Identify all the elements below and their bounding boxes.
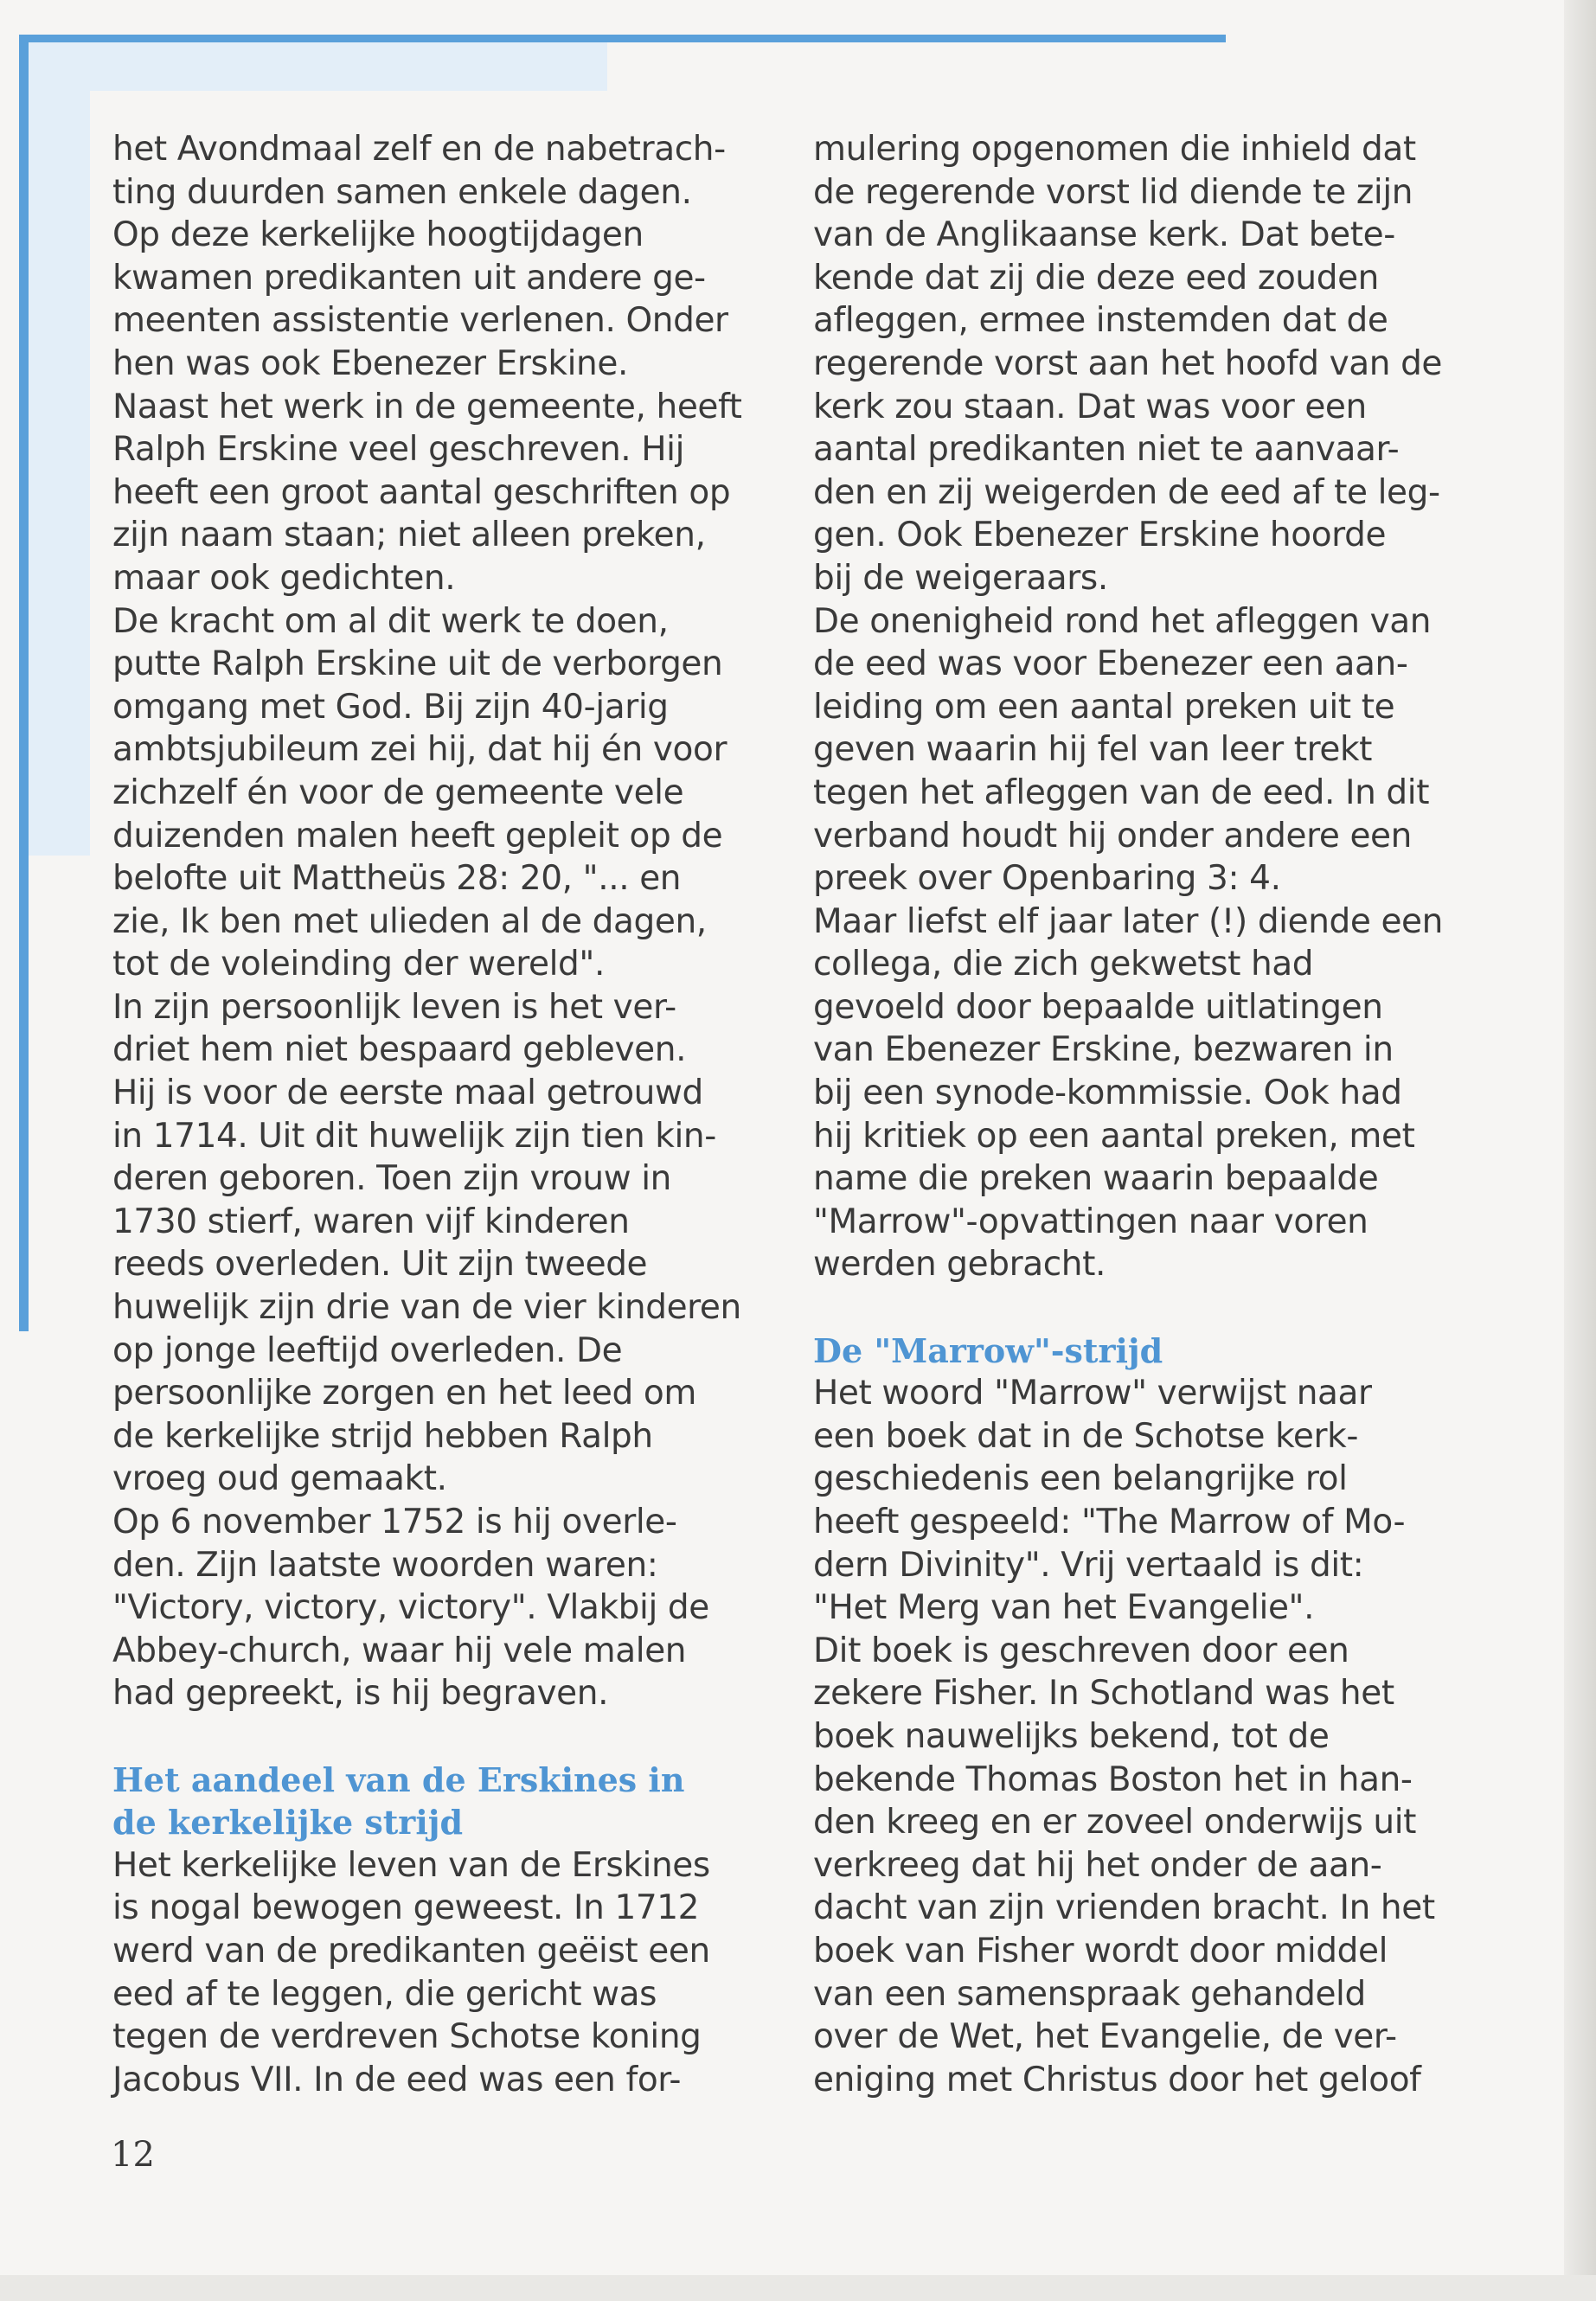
text-line: name die preken waarin bepaalde xyxy=(813,1159,1379,1199)
text-line: Op deze kerkelijke hoogtijdagen xyxy=(112,215,644,255)
text-line: huwelijk zijn drie van de vier kinderen xyxy=(112,1288,741,1328)
paragraph-gap xyxy=(813,1286,1453,1330)
text-line: collega, die zich gekwetst had xyxy=(813,945,1314,984)
text-line: preek over Openbaring 3: 4. xyxy=(813,859,1281,899)
text-line: verband houdt hij onder andere een xyxy=(813,816,1412,856)
text-line: de regerende vorst lid diende te zijn xyxy=(813,172,1413,212)
text-line: tegen het afleggen van de eed. In dit xyxy=(813,772,1430,812)
text-line: bekende Thomas Boston het in han- xyxy=(813,1759,1413,1799)
text-line: den kreeg en er zoveel onderwijs uit xyxy=(813,1803,1417,1843)
text-line: "Marrow"-opvattingen naar voren xyxy=(813,1202,1368,1241)
text-line: Het kerkelijke leven van de Erskines xyxy=(112,1845,710,1885)
text-line: zie, Ik ben met ulieden al de dagen, xyxy=(112,901,707,941)
section-heading-marrow: De "Marrow"-strijd xyxy=(813,1330,1163,1370)
text-line: Op 6 november 1752 is hij overle- xyxy=(112,1503,677,1541)
text-line: De kracht om al dit werk te doen, xyxy=(112,601,669,641)
text-line: de eed was voor Ebenezer een aan- xyxy=(813,644,1408,684)
text-line: De onenigheid rond het afleggen van xyxy=(813,601,1432,641)
text-line: "Victory, victory, victory". Vlakbij de xyxy=(112,1588,709,1628)
text-line: eniging met Christus door het geloof xyxy=(813,2060,1421,2099)
text-line: dacht van zijn vrienden bracht. In het xyxy=(813,1888,1435,1928)
text-line: 1730 stierf, waren vijf kinderen xyxy=(112,1202,630,1241)
text-line: van de Anglikaanse kerk. Dat bete- xyxy=(813,215,1395,255)
text-line: is nogal bewogen geweest. In 1712 xyxy=(112,1888,700,1928)
text-line: omgang met God. Bij zijn 40-jarig xyxy=(112,687,669,727)
text-line: eed af te leggen, die gericht was xyxy=(112,1974,657,2014)
text-line: Het woord "Marrow" verwijst naar xyxy=(813,1374,1372,1413)
text-line: mulering opgenomen die inhield dat xyxy=(813,130,1416,169)
text-line: driet hem niet bespaard gebleven. xyxy=(112,1030,687,1070)
text-line: In zijn persoonlijk leven is het ver- xyxy=(112,987,676,1027)
text-line: reeds overleden. Uit zijn tweede xyxy=(112,1245,648,1285)
text-line: deren geboren. Toen zijn vrouw in xyxy=(112,1159,671,1199)
text-line: Ralph Erskine veel geschreven. Hij xyxy=(112,430,685,470)
text-line: boek nauwelijks bekend, tot de xyxy=(813,1716,1330,1756)
right-body-text xyxy=(813,128,1453,1286)
text-line: "Het Merg van het Evangelie". xyxy=(813,1588,1315,1628)
text-line: had gepreekt, is hij begraven. xyxy=(112,1674,609,1714)
text-line: bij een synode-kommissie. Ook had xyxy=(813,1074,1402,1113)
heading-line: Het aandeel van de Erskines in xyxy=(112,1759,685,1799)
accent-bar-top xyxy=(19,35,1226,42)
accent-bar-left xyxy=(19,42,29,1331)
text-line: van een samenspraak gehandeld xyxy=(813,1974,1366,2014)
text-line: dern Divinity". Vrij vertaald is dit: xyxy=(813,1545,1364,1585)
text-line: Jacobus VII. In de eed was een for- xyxy=(112,2060,682,2099)
text-line: duizenden malen heeft gepleit op de xyxy=(112,816,723,856)
page-edge-bottom xyxy=(0,2275,1596,2301)
text-line: verkreeg dat hij het onder de aan- xyxy=(813,1845,1382,1885)
text-line: aantal predikanten niet te aanvaar- xyxy=(813,430,1400,470)
text-line: zekere Fisher. In Schotland was het xyxy=(813,1674,1394,1714)
text-line: Naast het werk in de gemeente, heeft xyxy=(112,387,742,426)
text-line: den. Zijn laatste woorden waren: xyxy=(112,1545,658,1585)
text-line: werd van de predikanten geëist een xyxy=(112,1931,710,1971)
text-line: tot de voleinding der wereld". xyxy=(112,945,605,984)
text-line: den en zij weigerden de eed af te leg- xyxy=(813,472,1440,512)
text-line: afleggen, ermee instemden dat de xyxy=(813,301,1388,341)
left-column xyxy=(112,128,742,2101)
text-line: regerende vorst aan het hoofd van de xyxy=(813,343,1443,383)
text-line: in 1714. Uit dit huwelijk zijn tien kin- xyxy=(112,1116,716,1156)
text-line: vroeg oud gemaakt. xyxy=(112,1459,447,1499)
right-column xyxy=(813,128,1453,2101)
text-line: hij kritiek op een aantal preken, met xyxy=(813,1116,1415,1156)
accent-block-top xyxy=(19,42,607,91)
text-line: werden gebracht. xyxy=(813,1245,1106,1285)
accent-panel-left xyxy=(19,42,90,856)
text-line: geven waarin hij fel van leer trekt xyxy=(813,730,1373,770)
text-line: gevoeld door bepaalde uitlatingen xyxy=(813,987,1383,1027)
text-line: gen. Ook Ebenezer Erskine hoorde xyxy=(813,516,1387,555)
right-body-text-2 xyxy=(813,1372,1453,2101)
text-line: Hij is voor de eerste maal getrouwd xyxy=(112,1074,703,1113)
text-line: putte Ralph Erskine uit de verborgen xyxy=(112,644,723,684)
text-line: persoonlijke zorgen en het leed om xyxy=(112,1374,696,1413)
page-edge-right xyxy=(1564,0,1596,2301)
text-line: maar ook gedichten. xyxy=(112,558,456,598)
left-body-text xyxy=(112,128,742,1715)
heading-line: de kerkelijke strijd xyxy=(112,1803,464,1843)
text-line: Maar liefst elf jaar later (!) diende een xyxy=(813,901,1443,941)
text-line: Abbey-church, waar hij vele malen xyxy=(112,1631,687,1670)
text-line: zijn naam staan; niet alleen preken, xyxy=(112,516,706,555)
text-line: bij de weigeraars. xyxy=(813,558,1108,598)
text-line: zichzelf én voor de gemeente vele xyxy=(112,772,684,812)
text-line: de kerkelijke strijd hebben Ralph xyxy=(112,1416,653,1456)
text-line: belofte uit Mattheüs 28: 20, "... en xyxy=(112,859,682,899)
text-line: het Avondmaal zelf en de nabetrach- xyxy=(112,130,726,169)
text-line: een boek dat in de Schotse kerk- xyxy=(813,1416,1358,1456)
text-line: boek van Fisher wordt door middel xyxy=(813,1931,1388,1971)
text-line: ambtsjubileum zei hij, dat hij én voor xyxy=(112,730,727,770)
text-line: kende dat zij die deze eed zouden xyxy=(813,258,1379,298)
text-line: hen was ook Ebenezer Erskine. xyxy=(112,343,628,383)
text-line: geschiedenis een belangrijke rol xyxy=(813,1459,1348,1499)
text-line: van Ebenezer Erskine, bezwaren in xyxy=(813,1030,1394,1070)
text-line: tegen de verdreven Schotse koning xyxy=(112,2017,702,2057)
text-line: leiding om een aantal preken uit te xyxy=(813,687,1395,727)
paragraph-gap xyxy=(112,1715,735,1759)
left-body-text-2 xyxy=(112,1844,735,2102)
text-line: heeft gespeeld: "The Marrow of Mo- xyxy=(813,1503,1406,1541)
text-line: kerk zou staan. Dat was voor een xyxy=(813,387,1367,426)
section-heading-erskines xyxy=(112,1759,735,1844)
text-line: ting duurden samen enkele dagen. xyxy=(112,172,692,212)
text-line: Dit boek is geschreven door een xyxy=(813,1631,1349,1670)
text-line: kwamen predikanten uit andere ge- xyxy=(112,258,706,298)
text-line: meenten assistentie verlenen. Onder xyxy=(112,301,728,341)
page-number: 12 xyxy=(111,2135,155,2175)
text-line: op jonge leeftijd overleden. De xyxy=(112,1330,623,1370)
text-line: over de Wet, het Evangelie, de ver- xyxy=(813,2017,1397,2057)
text-line: heeft een groot aantal geschriften op xyxy=(112,472,731,512)
